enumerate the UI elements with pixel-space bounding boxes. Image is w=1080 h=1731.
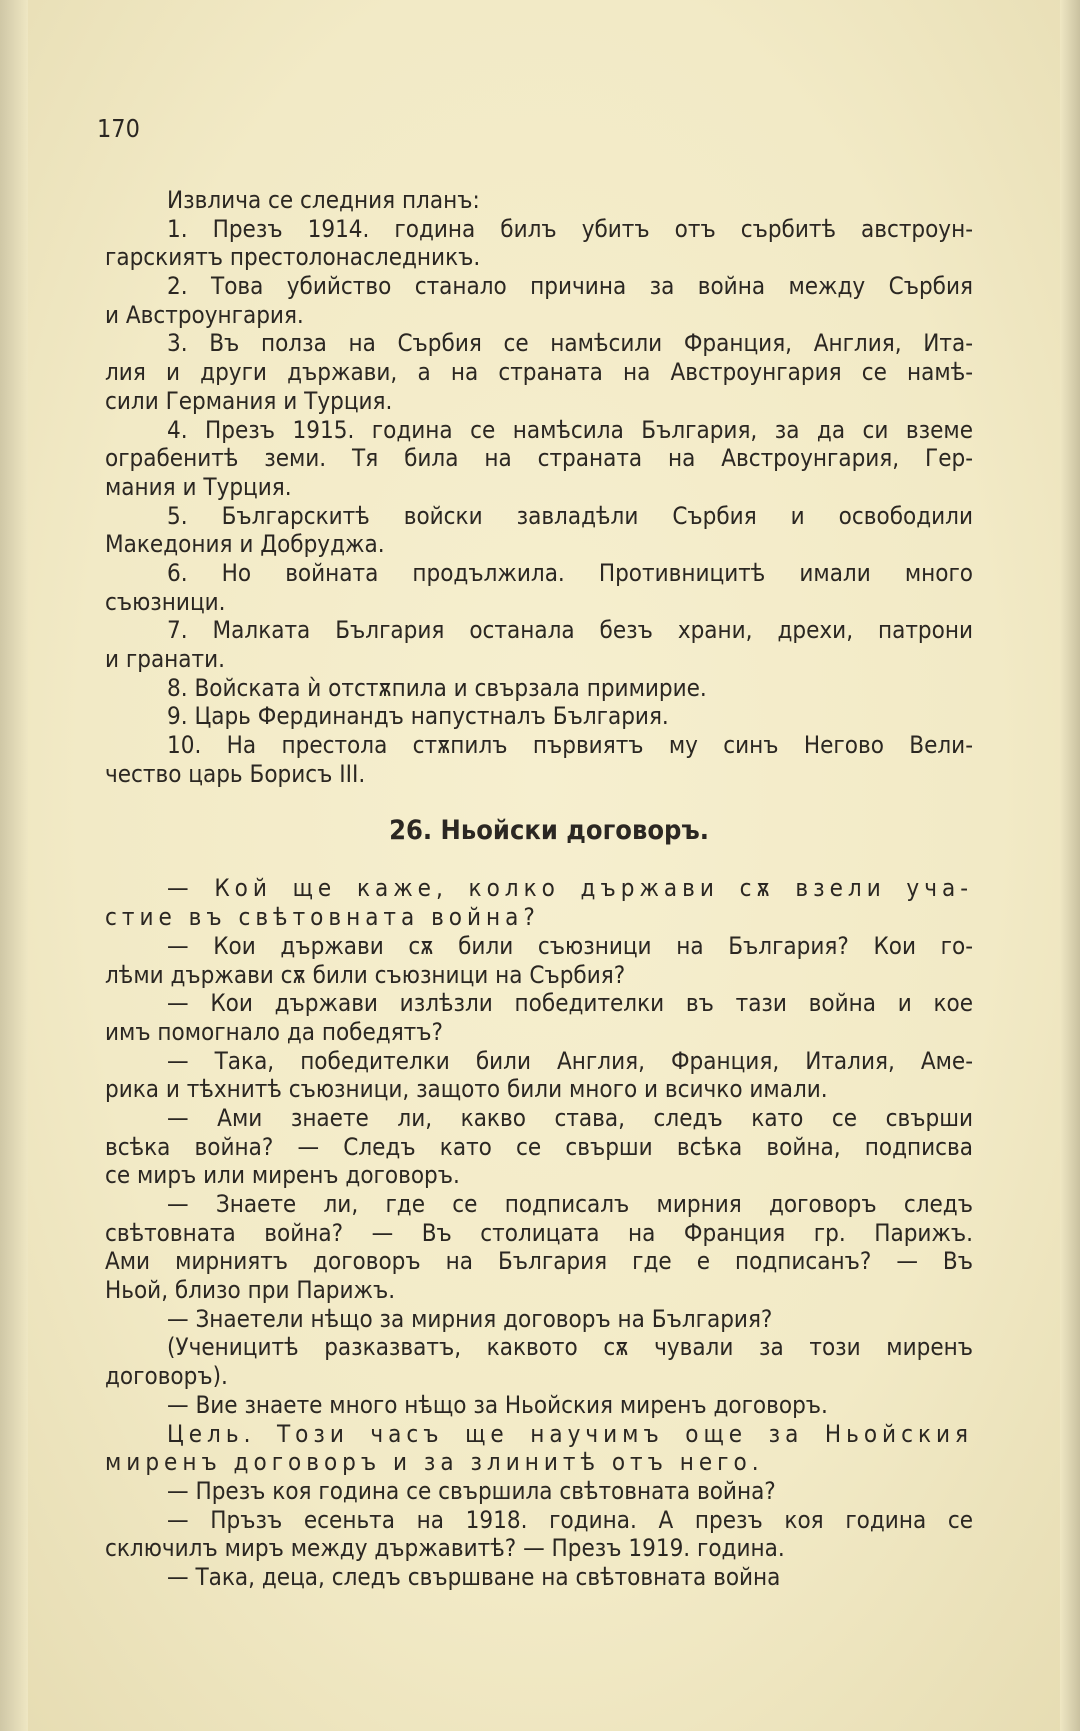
paragraph <box>105 989 973 1046</box>
paragraph <box>105 416 973 502</box>
text-line: — Така, победителки били Англия, Франция, Италия, Аме- <box>167 1046 973 1075</box>
text-line: чество царь Борисъ III. <box>105 759 366 788</box>
paragraph <box>105 559 973 616</box>
text-line: съюзници. <box>105 587 226 616</box>
text-line: Ньой, близо при Парижъ. <box>105 1276 396 1305</box>
text-line: — Знаетели нѣщо за мирния договоръ на България? <box>167 1304 773 1333</box>
text-line: рика и тѣхнитѣ съюзници, защото били много и всичко имали. <box>105 1075 828 1104</box>
text-line: свѣтовната война? — Въ столицата на Франция гр. Парижъ. <box>105 1218 973 1247</box>
paragraph <box>105 1305 973 1334</box>
text-line: — Знаете ли, где се подписалъ мирния договоръ следъ <box>167 1190 973 1218</box>
text-line: 2. Това убийство станало причина за война между Сърбия <box>167 272 973 301</box>
paragraph <box>105 874 973 931</box>
text-line: сили Германия и Турция. <box>105 386 393 415</box>
paragraph <box>105 731 973 788</box>
text-line: Ами мирниятъ договоръ на България где е подписанъ? — Въ <box>105 1247 973 1276</box>
text-line: ограбенитѣ земи. Тя била на страната на Австроунгария, Гер- <box>105 444 973 473</box>
paragraph <box>105 215 973 272</box>
paragraph <box>105 1506 973 1563</box>
paragraph <box>105 1190 973 1305</box>
text-line: — Така, деца, следъ свършване на свѣтовната война <box>167 1562 781 1591</box>
paragraph <box>105 1333 973 1390</box>
text-line: и гранати. <box>105 645 225 673</box>
text-line: — Презъ коя година се свършила свѣтовната война? <box>167 1476 776 1505</box>
section-heading: 26. Ньойски договоръ. <box>389 815 709 847</box>
text-line: лѣми държави сѫ били съюзници на Сърбия? <box>105 960 626 989</box>
paragraph <box>105 1477 973 1506</box>
paragraph <box>105 329 973 415</box>
text-line: 5. Българскитѣ войски завладѣли Сърбия и освободили <box>167 501 973 530</box>
text-line: 1. Презъ 1914. година билъ убитъ отъ сърбитѣ австроун- <box>167 214 973 243</box>
paragraph <box>105 1563 973 1592</box>
paragraph <box>105 932 973 989</box>
plan-list <box>105 186 973 788</box>
text-line: и Австроунгария. <box>105 300 304 329</box>
paragraph <box>105 1391 973 1420</box>
text-line: се миръ или миренъ договоръ. <box>105 1161 460 1190</box>
text-line: (Ученицитѣ разказватъ, каквото сѫ чували за този миренъ <box>167 1333 973 1362</box>
text-line: — Кои държави излѣзли победителки въ тази война и кое <box>167 989 973 1018</box>
text-line: сключилъ миръ между държавитѣ? — Презъ 1919. година. <box>105 1534 785 1563</box>
text-line: 4. Презъ 1915. година се намѣсила България, за да си вземе <box>167 415 973 444</box>
text-line: — Кои държави сѫ били съюзници на България? Кои го- <box>167 931 973 960</box>
text-line: мания и Турция. <box>105 472 292 501</box>
text-line: 9. Царь Фердинандъ напустналъ България. <box>167 702 669 731</box>
text-line: 10. На престола стѫпилъ първиятъ му синъ Негово Вели- <box>167 731 973 760</box>
text-line: 8. Войската ѝ отстѫпила и свързала примирие. <box>167 673 707 702</box>
paragraph <box>105 702 973 731</box>
text-line: 6. Но войната продължила. Противницитѣ имали много <box>167 558 973 587</box>
text-line: 7. Малката България останала безъ храни, дрехи, патрони <box>167 616 973 645</box>
page-edge-left <box>0 0 28 1731</box>
page-body <box>105 186 973 1592</box>
paragraph <box>105 674 973 703</box>
text-line: миренъ договоръ и за злинитѣ отъ него. <box>105 1448 764 1477</box>
text-line: Извлича се следния планъ: <box>167 186 480 214</box>
text-line: договоръ). <box>105 1362 228 1391</box>
paragraph <box>105 1420 973 1477</box>
text-line: — Вие знаете много нѣщо за Ньойския миренъ договоръ. <box>167 1390 828 1419</box>
paragraph <box>105 272 973 329</box>
paragraph <box>105 1047 973 1104</box>
paragraph <box>105 616 973 673</box>
text-line: — Ами знаете ли, какво става, следъ като се свърши <box>167 1103 973 1132</box>
text-line: — Пръзъ есеньта на 1918. година. А презъ коя година се <box>167 1505 973 1534</box>
page-edge-right <box>1060 0 1080 1731</box>
text-line: имъ помогнало да победятъ? <box>105 1017 443 1046</box>
text-line: стие въ свѣтовната война? <box>105 903 540 932</box>
lesson-dialogue <box>105 874 973 1591</box>
text-line: гарскиятъ престолонаследникъ. <box>105 243 481 272</box>
paragraph <box>105 502 973 559</box>
paragraph <box>105 1104 973 1190</box>
text-line: лия и други държави, а на страната на Австроунгария се намѣ- <box>105 358 973 387</box>
text-line: Цель. Този часъ ще научимъ още за Ньойския <box>167 1419 973 1448</box>
paragraph <box>105 186 973 215</box>
text-line: Македония и Добруджа. <box>105 530 385 559</box>
text-line: 3. Въ полза на Сърбия се намѣсили Франция, Англия, Ита- <box>167 329 973 358</box>
text-line: — Кой ще каже, колко държави сѫ взели уча- <box>167 874 973 903</box>
text-line: всѣка война? — Следъ като се свърши всѣка война, подписва <box>105 1132 973 1161</box>
page-number: 170 <box>97 114 140 143</box>
